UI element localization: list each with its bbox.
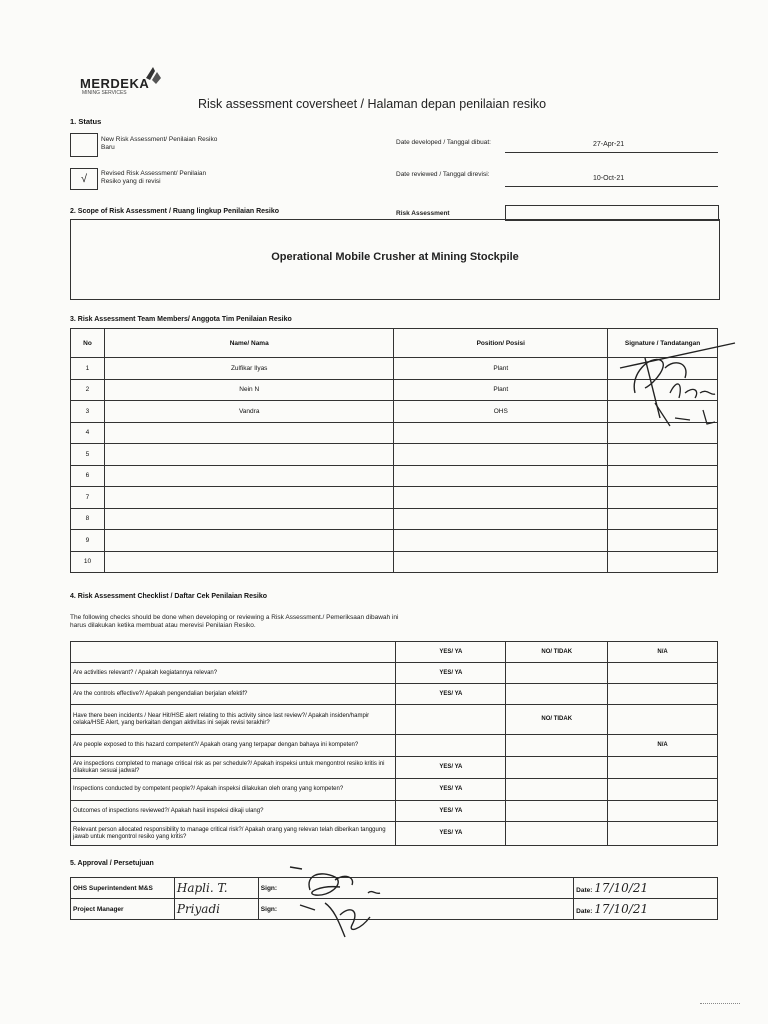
row-no: 1 [71, 358, 105, 380]
status-heading: 1. Status [70, 117, 102, 126]
risk-assessment-label: Risk Assessment [396, 210, 450, 217]
table-row [71, 684, 718, 705]
checklist-col-yes: YES/ YA [396, 642, 506, 663]
row-no: 3 [71, 401, 105, 423]
row-signature[interactable] [608, 551, 718, 573]
checklist-yes[interactable]: YES/ YA [396, 663, 506, 684]
new-ra-checkbox[interactable] [70, 133, 98, 157]
team-col-no: No [71, 329, 105, 358]
checklist-yes[interactable]: YES/ YA [396, 801, 506, 822]
table-row [71, 444, 718, 466]
brand-name: MERDEKA [80, 76, 150, 91]
approval-name[interactable] [174, 899, 258, 920]
checklist-na[interactable] [608, 801, 718, 822]
row-no: 8 [71, 508, 105, 530]
approval-date-handwriting: 17/10/21 [594, 902, 649, 916]
table-row [71, 465, 718, 487]
table-row [71, 822, 718, 846]
approval-role: OHS Superintendent M&S [71, 878, 175, 899]
approval-date-cell[interactable] [574, 899, 718, 920]
checklist-question: Are activities relevant? / Apakah kegiatannya relevan? [71, 663, 396, 684]
revised-ra-label: Revised Risk Assessment/ Penilaian Resiko yang di revisi [101, 170, 207, 185]
row-no: 2 [71, 379, 105, 401]
checklist-na[interactable]: N/A [608, 735, 718, 757]
date-label: Date: [576, 887, 593, 894]
row-name [104, 551, 394, 573]
sign-label: Sign: [260, 884, 278, 892]
table-row [71, 530, 718, 552]
date-developed-label: Date developed / Tanggal dibuat: [396, 139, 491, 146]
approval-date-handwriting: 17/10/21 [594, 881, 649, 895]
checklist-question: Inspections conducted by competent people?/ Apakah inspeksi dilakukan oleh orang yang kompeten? [71, 779, 396, 801]
row-name: Zulfikar Ilyas [104, 358, 394, 380]
row-no: 4 [71, 422, 105, 444]
row-signature[interactable] [608, 508, 718, 530]
checklist-na[interactable] [608, 779, 718, 801]
date-developed-underline [505, 152, 718, 153]
table-row [71, 757, 718, 779]
checklist-question: Are the controls effective?/ Apakah pengendalian berjalan efektif? [71, 684, 396, 705]
checklist-no[interactable] [506, 684, 608, 705]
checklist-no[interactable]: NO/ TIDAK [506, 705, 608, 735]
checklist-no[interactable] [506, 822, 608, 846]
table-row [71, 801, 718, 822]
date-reviewed-label: Date reviewed / Tanggal direvisi: [396, 171, 490, 178]
row-no: 7 [71, 487, 105, 509]
table-row [71, 487, 718, 509]
row-position [394, 465, 608, 487]
row-name [104, 444, 394, 466]
row-position [394, 508, 608, 530]
row-signature[interactable] [608, 487, 718, 509]
row-signature[interactable] [608, 530, 718, 552]
table-row [71, 663, 718, 684]
revised-ra-checkbox[interactable] [70, 168, 98, 190]
row-position [394, 551, 608, 573]
row-name [104, 465, 394, 487]
checklist-no[interactable] [506, 757, 608, 779]
checklist-table [70, 641, 718, 846]
date-reviewed-underline [505, 186, 718, 187]
approval-date-cell[interactable] [574, 878, 718, 899]
team-col-signature: Signature / Tandatangan [608, 329, 718, 358]
checklist-heading: 4. Risk Assessment Checklist / Daftar Cek Penilaian Resiko [70, 593, 267, 600]
team-heading: 3. Risk Assessment Team Members/ Anggota Tim Penilaian Resiko [70, 316, 292, 323]
table-row [71, 705, 718, 735]
row-position: OHS [394, 401, 608, 423]
checklist-yes[interactable]: YES/ YA [396, 779, 506, 801]
checklist-question: Relevant person allocated responsibility to manage critical risk?/ Apakah orang yang relevan telah diberikan tanggung jawab untuk mengontrol resiko yang kritis? [71, 822, 396, 846]
checklist-yes[interactable]: YES/ YA [396, 757, 506, 779]
row-name [104, 422, 394, 444]
checklist-question: Outcomes of inspections reviewed?/ Apakah hasil inspeksi dikaji ulang? [71, 801, 396, 822]
table-row [71, 551, 718, 573]
checklist-question: Are inspections completed to manage critical risk as per schedule?/ Apakah inspeksi untuk mengontrol resiko kritis ini dilakukan sesuai jadwal? [71, 757, 396, 779]
row-name [104, 508, 394, 530]
checklist-intro: The following checks should be done when developing or reviewing a Risk Assessment./ Pemeriksaan dibawah ini harus dilakukan ketika membuat atau merevisi Penilaian Resiko. [70, 614, 399, 629]
team-signatures-handwriting [615, 338, 740, 430]
team-col-name: Name/ Nama [104, 329, 394, 358]
checklist-yes[interactable] [396, 735, 506, 757]
checklist-col-no: NO/ TIDAK [506, 642, 608, 663]
scope-heading: 2. Scope of Risk Assessment / Ruang lingkup Penilaian Resiko [70, 208, 280, 215]
checklist-yes[interactable] [396, 705, 506, 735]
checklist-no[interactable] [506, 735, 608, 757]
row-name [104, 487, 394, 509]
approval-role: Project Manager [71, 899, 175, 920]
checklist-question: Are people exposed to this hazard competent?/ Apakah orang yang terpapar dengan bahaya ini kompeten? [71, 735, 396, 757]
checklist-header-row [71, 642, 718, 663]
row-name [104, 530, 394, 552]
checklist-na[interactable] [608, 757, 718, 779]
row-name: Vandra [104, 401, 394, 423]
approval-heading: 5. Approval / Persetujuan [70, 860, 154, 867]
table-row [71, 779, 718, 801]
checklist-na[interactable] [608, 822, 718, 846]
checklist-no[interactable] [506, 779, 608, 801]
checklist-yes[interactable]: YES/ YA [396, 684, 506, 705]
row-signature[interactable] [608, 444, 718, 466]
checklist-no[interactable] [506, 801, 608, 822]
sign-label: Sign: [260, 905, 278, 913]
row-no: 10 [71, 551, 105, 573]
brand-subtitle: MINING SERVICES [82, 90, 127, 96]
scope-text: Operational Mobile Crusher at Mining Stockpile [271, 251, 519, 263]
table-row [71, 735, 718, 757]
page-title: Risk assessment coversheet / Halaman depan penilaian resiko [198, 97, 547, 111]
row-position [394, 444, 608, 466]
row-no: 9 [71, 530, 105, 552]
approval-name-handwriting: Hapli. T. [176, 881, 228, 895]
row-position: Plant [394, 358, 608, 380]
check-mark-icon: √ [80, 173, 88, 185]
row-no: 6 [71, 465, 105, 487]
row-no: 5 [71, 444, 105, 466]
checklist-yes[interactable]: YES/ YA [396, 822, 506, 846]
team-col-position: Position/ Posisi [394, 329, 608, 358]
row-signature[interactable] [608, 465, 718, 487]
scope-box [70, 219, 720, 300]
date-reviewed-value: 10-Oct-21 [593, 175, 625, 182]
footer-mark [700, 1003, 740, 1004]
row-position [394, 530, 608, 552]
row-position [394, 422, 608, 444]
approval-name[interactable] [174, 878, 258, 899]
row-position: Plant [394, 379, 608, 401]
checklist-na[interactable] [608, 663, 718, 684]
company-logo [80, 64, 180, 94]
approval-signatures-handwriting [280, 855, 420, 945]
checklist-question: Have there been incidents / Near Hit/HSE alert relating to this activity since last review?/ Apakah insiden/hampir celaka/HSE Alert, yang berkaitan dengan aktivitas ini sejak revisi terakhir? [71, 705, 396, 735]
new-ra-label: New Risk Assessment/ Penilaian Resiko Baru [101, 136, 218, 151]
table-row [71, 508, 718, 530]
row-position [394, 487, 608, 509]
approval-name-handwriting: Priyadi [176, 902, 220, 916]
checklist-col-question [71, 642, 396, 663]
checklist-na[interactable] [608, 684, 718, 705]
checklist-na[interactable] [608, 705, 718, 735]
row-name: Nein N [104, 379, 394, 401]
date-label: Date: [576, 908, 593, 915]
checklist-col-na: N/A [608, 642, 718, 663]
checklist-no[interactable] [506, 663, 608, 684]
date-developed-value: 27-Apr-21 [593, 141, 625, 148]
